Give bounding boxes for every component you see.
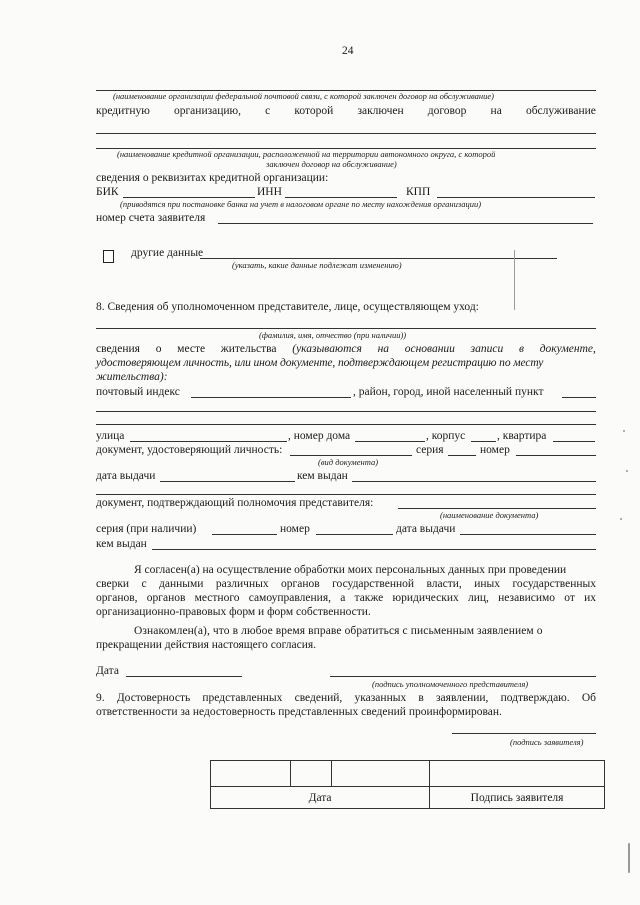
series-if-any-field[interactable] xyxy=(212,534,277,535)
caption-bank: (приводятся при постановке банка на учет в налоговом органе по месту нахождения организации) xyxy=(120,199,482,209)
street-field[interactable] xyxy=(130,441,287,442)
issued-by2-field[interactable] xyxy=(152,549,596,550)
other-data-checkbox[interactable] xyxy=(103,250,114,263)
fio-field[interactable] xyxy=(96,328,596,329)
account-label: номер счета заявителя xyxy=(96,212,206,224)
caption-doc-type: (вид документа) xyxy=(318,457,379,467)
credit-org-word: с xyxy=(265,105,271,117)
kpp-label: КПП xyxy=(406,186,431,198)
table-cell-2[interactable] xyxy=(291,761,332,787)
district-field[interactable] xyxy=(562,397,596,398)
issue-date-field[interactable] xyxy=(160,481,295,482)
inn-field[interactable] xyxy=(285,197,397,198)
address-extra-line-2[interactable] xyxy=(96,424,596,425)
credit-org-word: договор xyxy=(427,105,467,117)
scan-speck xyxy=(628,843,630,873)
issued-by-field[interactable] xyxy=(352,481,596,482)
rep-signature-field[interactable] xyxy=(330,676,596,677)
section9-line-2: ответственности за недостоверность представленных сведений проинформирован. xyxy=(96,706,502,718)
table-cell-4[interactable] xyxy=(430,761,605,787)
residence-italic-word: основании xyxy=(404,343,455,355)
scan-speck xyxy=(514,250,515,310)
issued-by2-label: кем выдан xyxy=(96,538,147,550)
postal-index-field[interactable] xyxy=(191,397,351,398)
acquainted-line-2: прекращении действия настоящего согласия. xyxy=(96,639,317,651)
postal-index-label: почтовый индекс xyxy=(96,386,180,398)
section8-title: 8. Сведения об уполномоченном представителе, лице, осуществляющем уход: xyxy=(96,301,479,313)
number2-label: номер xyxy=(280,523,310,535)
scan-speck xyxy=(623,430,625,432)
series-if-any-label: серия (при наличии) xyxy=(96,523,197,535)
credit-org-word: на xyxy=(490,105,502,117)
other-data-label: другие данные xyxy=(131,247,204,259)
page-number: 24 xyxy=(342,45,354,57)
table-sign-header: Подпись заявителя xyxy=(430,787,605,809)
residence-line-3: жительства): xyxy=(96,371,168,383)
residence-word: сведения xyxy=(96,343,140,355)
number-label: номер xyxy=(480,444,510,456)
building-label: , корпус xyxy=(426,430,466,442)
authority-doc-field[interactable] xyxy=(398,508,596,509)
authority-doc-label: документ, подтверждающий полномочия представителя: xyxy=(96,497,374,509)
section9-line-1: 9. Достоверность представленных сведений, указанных в заявлении, подтверждаю. Об xyxy=(96,692,596,704)
residence-italic-word: в xyxy=(518,343,524,355)
table-cell-3[interactable] xyxy=(331,761,429,787)
residence-word: месте xyxy=(177,343,206,355)
residence-italic-word: (указываются xyxy=(292,343,362,355)
table-cell-1[interactable] xyxy=(211,761,291,787)
scan-speck xyxy=(626,470,628,472)
credit-org-line xyxy=(96,104,596,118)
requisites-label: сведения о реквизитах кредитной организации: xyxy=(96,172,329,184)
id-doc-label: документ, удостоверяющий личность: xyxy=(96,444,283,456)
issued-by-label: кем выдан xyxy=(297,470,348,482)
bik-label: БИК xyxy=(96,186,119,198)
caption-credit-org-1: (наименование кредитной организации, расположенной на территории автономного округа, с которой xyxy=(117,149,496,159)
caption-fio: (фамилия, имя, отчество (при наличии)) xyxy=(259,330,407,340)
series-label: серия xyxy=(416,444,444,456)
caption-other-data: (указать, какие данные подлежат изменению) xyxy=(232,260,402,270)
credit-org-word: организацию, xyxy=(173,105,242,117)
residence-italic-word: на xyxy=(377,343,390,355)
issue-date2-label: дата выдачи xyxy=(396,523,456,535)
applicant-signature-field[interactable] xyxy=(452,733,596,734)
apartment-field[interactable] xyxy=(553,441,595,442)
house-field[interactable] xyxy=(355,441,425,442)
residence-word: о xyxy=(155,343,162,355)
number-field[interactable] xyxy=(516,455,596,456)
number2-field[interactable] xyxy=(316,534,393,535)
acquainted-line-1: Ознакомлен(а), что в любое время вправе обратиться с письменным заявлением о xyxy=(134,625,543,637)
residence-word: жительства xyxy=(220,343,277,355)
issue-date2-field[interactable] xyxy=(460,534,596,535)
series-field[interactable] xyxy=(448,455,476,456)
residence-italic-word: записи xyxy=(470,343,504,355)
date-label: Дата xyxy=(96,665,119,677)
credit-org-word: кредитную xyxy=(96,105,150,117)
credit-org-word: обслуживание xyxy=(525,105,596,117)
caption-applicant-signature: (подпись заявителя) xyxy=(510,737,584,747)
other-data-field[interactable] xyxy=(200,258,557,259)
id-doc-field[interactable] xyxy=(290,455,412,456)
house-label: , номер дома xyxy=(288,430,351,442)
issue-date-label: дата выдачи xyxy=(96,470,156,482)
account-field[interactable] xyxy=(218,223,593,224)
street-label: улица xyxy=(96,430,125,442)
residence-italic-word: документе, xyxy=(539,343,596,355)
signature-table xyxy=(210,760,605,809)
address-extra-line-1[interactable] xyxy=(96,411,596,412)
caption-doc-name: (наименование документа) xyxy=(440,510,539,520)
scan-speck xyxy=(620,518,622,520)
credit-org-name-line xyxy=(96,133,596,134)
credit-org-word: которой xyxy=(294,105,334,117)
caption-postal-org: (наименование организации федеральной почтовой связи, с которой заключен договор на обслуживание) xyxy=(113,91,494,101)
caption-rep-signature: (подпись уполномоченного представителя) xyxy=(372,679,529,689)
building-field[interactable] xyxy=(471,441,496,442)
kpp-field[interactable] xyxy=(437,197,595,198)
residence-line-2: удостоверяющем личность, или ином документе, подтверждающем регистрацию по месту xyxy=(96,357,544,369)
caption-credit-org-2: заключен договор на обслуживание) xyxy=(266,159,397,169)
apartment-label: , квартира xyxy=(497,430,547,442)
credit-org-word: заключен xyxy=(357,105,404,117)
bik-field[interactable] xyxy=(123,197,255,198)
inn-label: ИНН xyxy=(257,186,282,198)
residence-line-1 xyxy=(96,342,596,356)
district-label: , район, город, иной населенный пункт xyxy=(353,386,544,398)
consent-line-3: органов, органов местного самоуправления, а также юридических лиц, независимо от их xyxy=(96,592,596,604)
table-date-header: Дата xyxy=(211,787,430,809)
consent-line-1: Я согласен(а) на осуществление обработки моих персональных данных при проведении xyxy=(134,564,567,576)
consent-line-4: организационно-правовых форм и форм собственности. xyxy=(96,606,371,618)
issued-by-extra-line[interactable] xyxy=(96,494,596,495)
consent-line-2: сверки с данными различных органов государственной власти, иных государственных xyxy=(96,578,596,590)
date-field[interactable] xyxy=(126,676,242,677)
